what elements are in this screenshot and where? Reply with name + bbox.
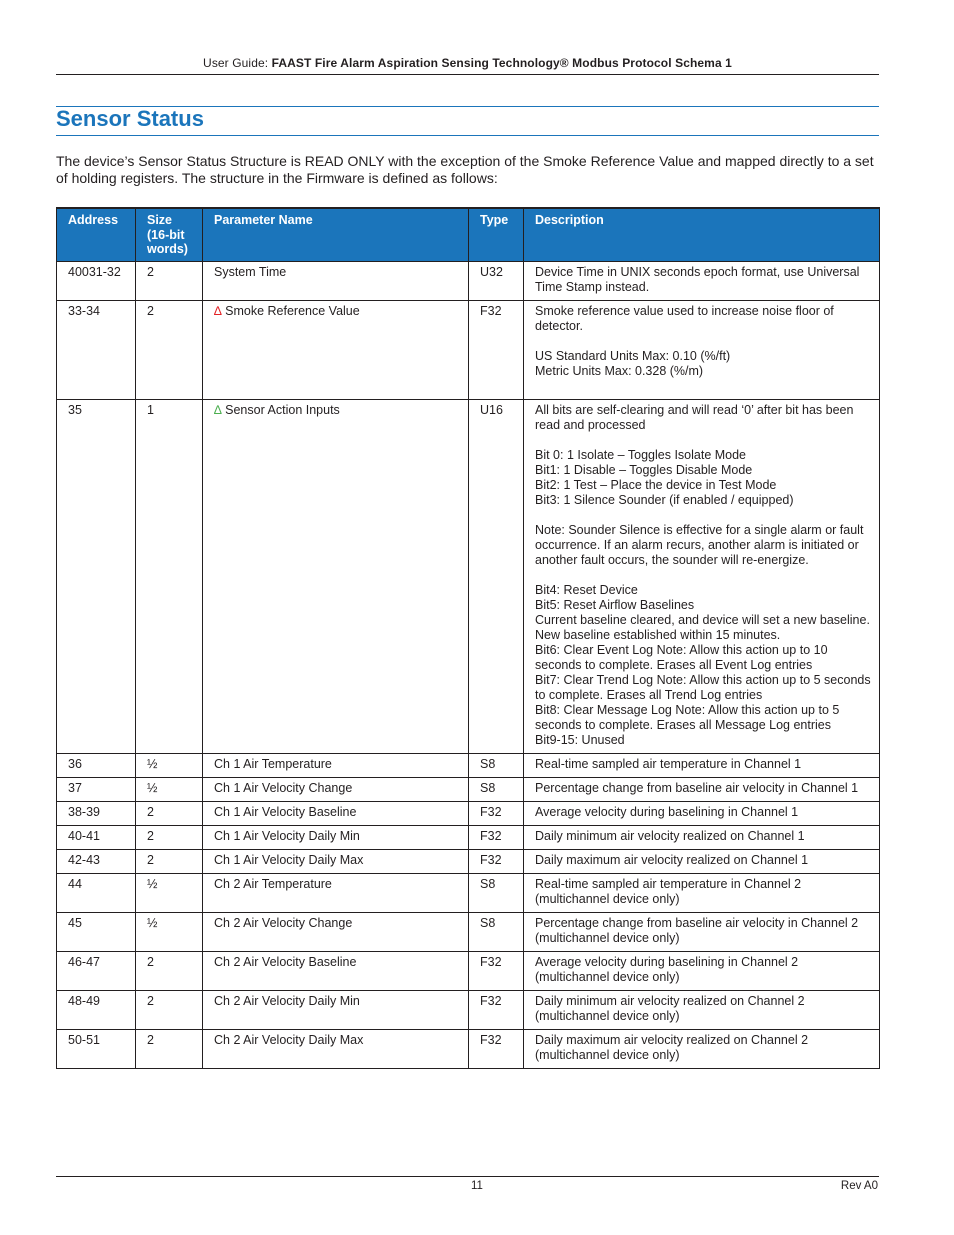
- parameter-name-cell: [203, 952, 469, 991]
- table-row: [57, 826, 880, 850]
- table-row: [57, 301, 880, 400]
- address-cell: 40-41: [57, 826, 136, 850]
- description-cell: Real-time sampled air temperature in Channel 2 (multichannel device only): [524, 874, 880, 913]
- type-cell: S8: [469, 778, 524, 802]
- description-cell: Average velocity during baselining in Channel 1: [524, 802, 880, 826]
- size-cell: ½: [136, 874, 203, 913]
- column-header-type: Type: [469, 208, 524, 262]
- size-cell: 1: [136, 400, 203, 754]
- size-cell: 2: [136, 850, 203, 874]
- parameter-name-cell: [203, 778, 469, 802]
- address-cell: 37: [57, 778, 136, 802]
- type-cell: F32: [469, 850, 524, 874]
- parameter-name: Ch 2 Air Temperature: [214, 877, 332, 891]
- parameter-name: Ch 2 Air Velocity Daily Min: [214, 994, 360, 1008]
- parameter-name-cell: [203, 754, 469, 778]
- description-cell: Percentage change from baseline air velocity in Channel 1: [524, 778, 880, 802]
- section-title: Sensor Status: [56, 106, 204, 131]
- parameter-name-cell: [203, 400, 469, 754]
- parameter-name-cell: [203, 1030, 469, 1069]
- description-cell: Device Time in UNIX seconds epoch format, use Universal Time Stamp instead.: [524, 262, 880, 301]
- parameter-name-cell: [203, 850, 469, 874]
- parameter-name: Ch 1 Air Velocity Daily Min: [214, 829, 360, 843]
- table-header-row: [57, 208, 880, 262]
- footer-rule: [56, 1176, 879, 1177]
- type-cell: F32: [469, 826, 524, 850]
- running-header: [56, 56, 879, 70]
- revision-label: Rev A0: [840, 1180, 878, 1192]
- size-cell: 2: [136, 802, 203, 826]
- type-cell: S8: [469, 874, 524, 913]
- header-prefix: User Guide:: [203, 56, 272, 70]
- size-cell: ½: [136, 754, 203, 778]
- size-cell: 2: [136, 952, 203, 991]
- table-row: [57, 1030, 880, 1069]
- parameter-name-cell: [203, 802, 469, 826]
- table-row: [57, 913, 880, 952]
- size-cell: 2: [136, 262, 203, 301]
- description-cell: Daily maximum air velocity realized on Channel 2 (multichannel device only): [524, 1030, 880, 1069]
- delta-marker-icon: ∆: [214, 304, 222, 318]
- size-cell: ½: [136, 778, 203, 802]
- type-cell: F32: [469, 1030, 524, 1069]
- type-cell: S8: [469, 754, 524, 778]
- intro-paragraph: The device’s Sensor Status Structure is READ ONLY with the exception of the Smoke Reference Value and mapped directly to a set of holding registers. The structure in the Firmware is defined as follows:: [56, 153, 874, 186]
- table-row: [57, 874, 880, 913]
- table-row: [57, 400, 880, 754]
- address-cell: 36: [57, 754, 136, 778]
- table-row: [57, 991, 880, 1030]
- parameter-name: System Time: [214, 265, 287, 279]
- address-cell: 33-34: [57, 301, 136, 400]
- parameter-name: Ch 2 Air Velocity Daily Max: [214, 1033, 364, 1047]
- address-cell: 45: [57, 913, 136, 952]
- parameter-name: Ch 2 Air Velocity Change: [214, 916, 353, 930]
- description-cell: Percentage change from baseline air velocity in Channel 2 (multichannel device only): [524, 913, 880, 952]
- size-cell: 2: [136, 991, 203, 1030]
- address-cell: 38-39: [57, 802, 136, 826]
- sensor-status-table: [56, 207, 880, 1069]
- table-row: [57, 778, 880, 802]
- address-cell: 35: [57, 400, 136, 754]
- parameter-name-cell: [203, 913, 469, 952]
- description-cell: All bits are self-clearing and will read ‘0’ after bit has been read and processed Bit 0: 1 Isolate – Toggles Isolate Mode Bit1: 1 Disable – Toggles Disable Mode Bit2: 1 Test – Place the device in Test Mode Bit3: 1 Silence Sounder (if enabled / equipped) Note: Sounder Silence is effective for a single alarm or fault occurrence. If an alarm recurs, another alarm is initiated or another fault occurs, the sounder will re-energize. Bit4: Reset Device Bit5: Reset Airflow Baselines Current baseline cleared, and device will set a new baseline. New baseline established within 15 minutes. Bit6: Clear Event Log Note: Allow this action up to 10 seconds to complete. Erases all Event Log entries Bit7: Clear Trend Log Note: Allow this action up to 5 seconds to complete. Erases all Trend Log entries Bit8: Clear Message Log Note: Allow this action up to 5 seconds to complete. Erases all Message Log entries Bit9-15: Unused: [524, 400, 880, 754]
- parameter-name-cell: [203, 826, 469, 850]
- type-cell: U16: [469, 400, 524, 754]
- page-number: 11: [471, 1180, 483, 1192]
- title-rule-bottom: [56, 135, 879, 136]
- description-cell: Real-time sampled air temperature in Channel 1: [524, 754, 880, 778]
- parameter-name: Ch 1 Air Velocity Daily Max: [214, 853, 364, 867]
- description-cell: Average velocity during baselining in Channel 2 (multichannel device only): [524, 952, 880, 991]
- type-cell: U32: [469, 262, 524, 301]
- description-cell: Daily minimum air velocity realized on Channel 1: [524, 826, 880, 850]
- parameter-name: Ch 2 Air Velocity Baseline: [214, 955, 357, 969]
- type-cell: F32: [469, 301, 524, 400]
- size-cell: 2: [136, 301, 203, 400]
- address-cell: 46-47: [57, 952, 136, 991]
- description-cell: Daily maximum air velocity realized on Channel 1: [524, 850, 880, 874]
- parameter-name-cell: [203, 301, 469, 400]
- address-cell: 48-49: [57, 991, 136, 1030]
- size-cell: 2: [136, 826, 203, 850]
- table-row: [57, 802, 880, 826]
- column-header-size: Size (16-bit words): [136, 208, 203, 262]
- parameter-name: Ch 1 Air Velocity Baseline: [214, 805, 357, 819]
- table-row: [57, 850, 880, 874]
- column-header-address: Address: [57, 208, 136, 262]
- address-cell: 44: [57, 874, 136, 913]
- type-cell: S8: [469, 913, 524, 952]
- description-cell: Smoke reference value used to increase noise floor of detector. US Standard Units Max: 0.10 (%/ft) Metric Units Max: 0.328 (%/m): [524, 301, 880, 400]
- table-row: [57, 952, 880, 991]
- type-cell: F32: [469, 991, 524, 1030]
- parameter-name: Sensor Action Inputs: [225, 403, 340, 417]
- parameter-name-cell: [203, 874, 469, 913]
- header-title: FAAST Fire Alarm Aspiration Sensing Technology® Modbus Protocol Schema 1: [271, 56, 732, 70]
- parameter-name: Smoke Reference Value: [225, 304, 360, 318]
- address-cell: 42-43: [57, 850, 136, 874]
- parameter-name-cell: [203, 262, 469, 301]
- address-cell: 50-51: [57, 1030, 136, 1069]
- address-cell: 40031-32: [57, 262, 136, 301]
- type-cell: F32: [469, 952, 524, 991]
- description-cell: Daily minimum air velocity realized on Channel 2 (multichannel device only): [524, 991, 880, 1030]
- table-row: [57, 754, 880, 778]
- column-header-description: Description: [524, 208, 880, 262]
- parameter-name-cell: [203, 991, 469, 1030]
- delta-marker-icon: ∆: [214, 403, 222, 417]
- parameter-name: Ch 1 Air Temperature: [214, 757, 332, 771]
- size-cell: ½: [136, 913, 203, 952]
- size-cell: 2: [136, 1030, 203, 1069]
- table-row: [57, 262, 880, 301]
- header-rule: [56, 74, 879, 75]
- column-header-parameter-name: Parameter Name: [203, 208, 469, 262]
- parameter-name: Ch 1 Air Velocity Change: [214, 781, 353, 795]
- type-cell: F32: [469, 802, 524, 826]
